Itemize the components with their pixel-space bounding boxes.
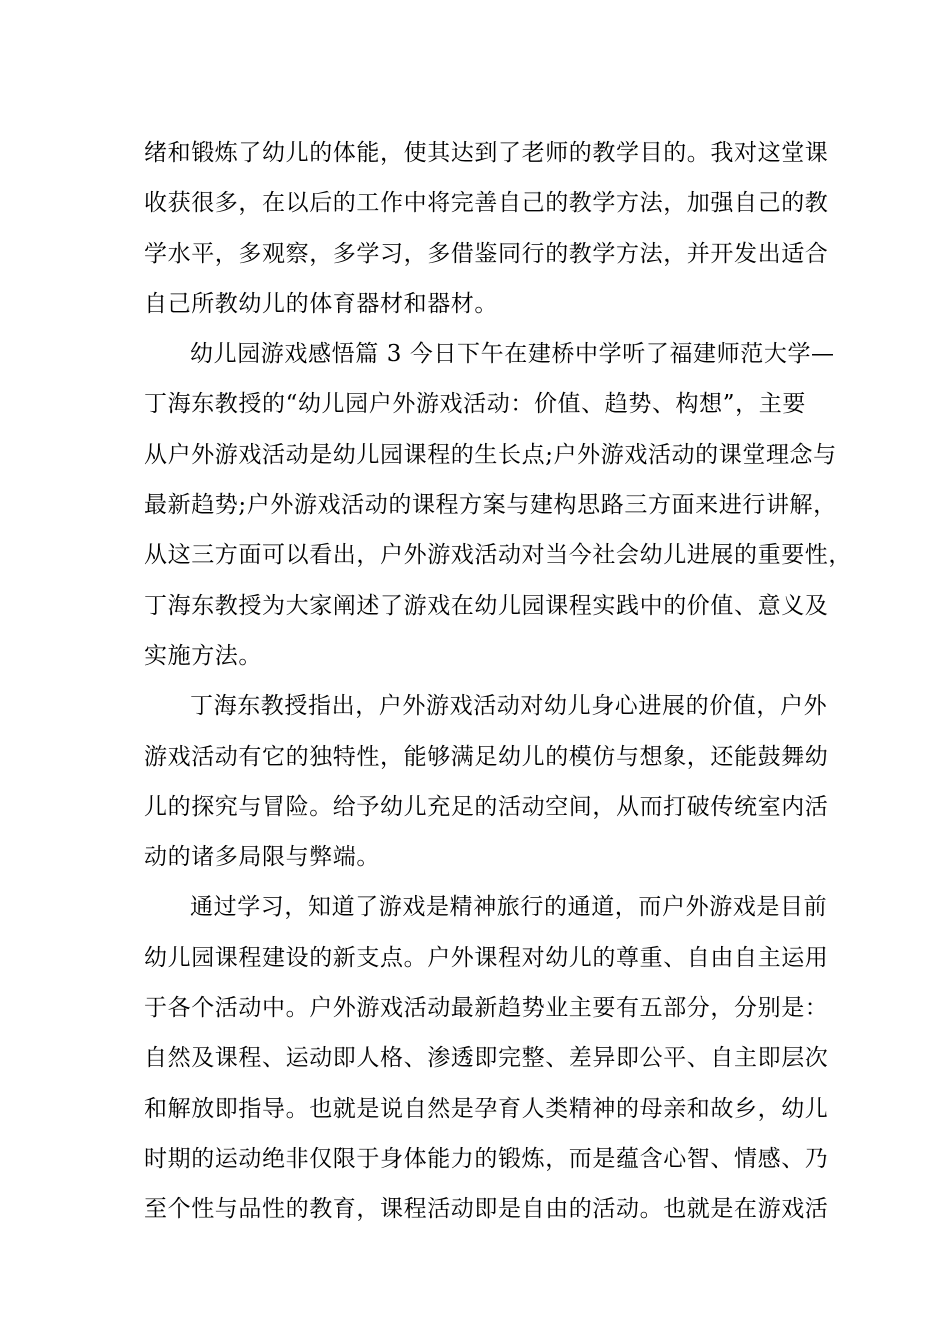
text-line: 最新趋势;户外游戏活动的课程方案与建构思路三方面来进行讲解， — [144, 492, 837, 519]
text-line: 从户外游戏活动是幼儿园课程的生长点;户外游戏活动的课堂理念与 — [144, 441, 837, 468]
text-line: 时期的运动绝非仅限于身体能力的锻炼，而是蕴含心智、情感、乃 — [144, 1145, 829, 1172]
text-line: 游戏活动有它的独特性，能够满足幼儿的模仿与想象，还能鼓舞幼 — [144, 743, 829, 770]
text-line: 实施方法。 — [144, 642, 262, 669]
text-line: 学水平，多观察，多学习，多借鉴同行的教学方法，并开发出适合 — [144, 240, 829, 267]
text-line: 动的诸多局限与弊端。 — [144, 844, 380, 871]
text-line: 儿的探究与冒险。给予幼儿充足的活动空间，从而打破传统室内活 — [144, 793, 829, 820]
paragraph-first-line: 丁海东教授指出，户外游戏活动对幼儿身心进展的价值，户外 — [190, 693, 828, 720]
text-line: 丁海东教授的“幼儿园户外游戏活动：价值、趋势、构想”，主要 — [144, 391, 806, 418]
text-line: 和解放即指导。也就是说自然是孕育人类精神的母亲和故乡，幼儿 — [144, 1095, 829, 1122]
text-line: 自然及课程、运动即人格、渗透即完整、差异即公平、自主即层次 — [144, 1045, 829, 1072]
text-line: 至个性与品性的教育，课程活动即是自由的活动。也就是在游戏活 — [144, 1196, 829, 1223]
text-line: 幼儿园课程建设的新支点。户外课程对幼儿的尊重、自由自主运用 — [144, 944, 829, 971]
text-line: 从这三方面可以看出，户外游戏活动对当今社会幼儿进展的重要性， — [144, 542, 852, 569]
paragraph-first-line: 幼儿园游戏感悟篇 3 今日下午在建桥中学听了福建师范大学— — [190, 341, 835, 368]
paragraph-first-line: 通过学习，知道了游戏是精神旅行的通道，而户外游戏是目前 — [190, 894, 828, 921]
text-line: 绪和锻炼了幼儿的体能，使其达到了老师的教学目的。我对这堂课 — [144, 140, 829, 166]
text-line: 于各个活动中。户外游戏活动最新趋势业主要有五部分，分别是： — [144, 995, 829, 1022]
document-body — [144, 128, 852, 1235]
text-line: 丁海东教授为大家阐述了游戏在幼儿园课程实践中的价值、意义及 — [144, 592, 829, 619]
text-line: 自己所教幼儿的体育器材和器材。 — [144, 290, 498, 317]
text-line: 收获很多，在以后的工作中将完善自己的教学方法，加强自己的教 — [144, 190, 829, 217]
